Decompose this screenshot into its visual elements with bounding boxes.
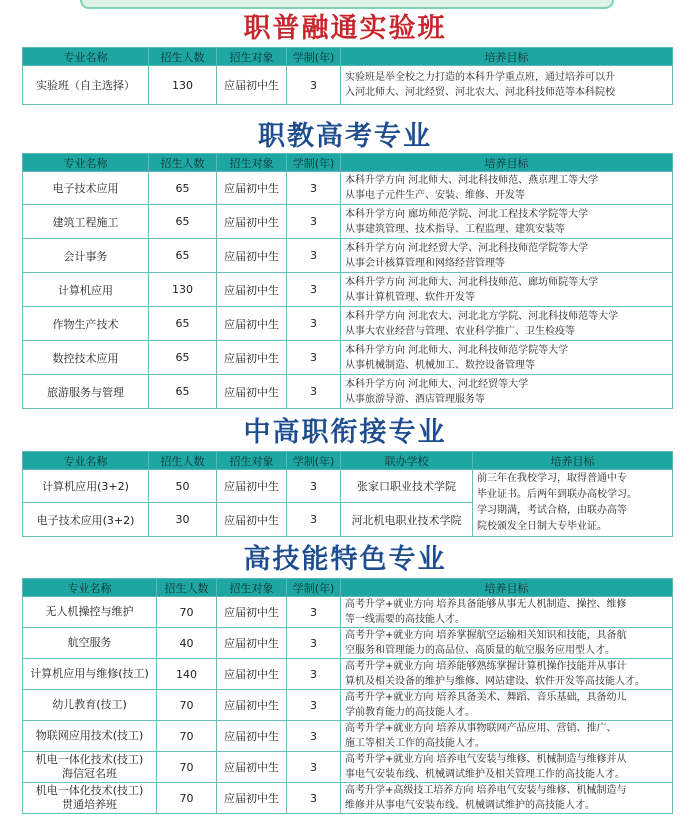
goal-line: 高考升学+高级技工培养方向 培养电气安装与维修、机械制造与 xyxy=(345,785,627,796)
major-line: 机电一体化技术(技工) xyxy=(35,753,144,766)
goal-line: 前三年在我校学习，取得普通中专 xyxy=(477,473,627,484)
goal-line: 本科升学方向 廊坊师范学院、河北工程技术学院等大学 xyxy=(345,208,589,220)
goal-line: 从事会计核算管理和网络经营管理等 xyxy=(345,257,505,269)
cell-years: 3 xyxy=(287,597,341,628)
goal-line: 本科升学方向 河北师大、河北经贸等大学 xyxy=(345,378,529,390)
table-high-skill xyxy=(22,578,673,814)
cell-years: 3 xyxy=(287,752,341,783)
table-row xyxy=(23,307,673,341)
table-row xyxy=(23,375,673,409)
header-partner: 联办学校 xyxy=(341,452,473,470)
cell-partner: 张家口职业技术学院 xyxy=(341,470,473,503)
cell-major xyxy=(23,659,157,690)
cell-goal xyxy=(341,239,673,273)
header-years: 学制(年) xyxy=(287,48,341,66)
cell-major xyxy=(23,721,157,752)
table-row xyxy=(23,783,673,814)
cell-enroll: 70 xyxy=(157,752,217,783)
cell-years: 3 xyxy=(287,341,341,375)
goal-line: 学习期满，考试合格，由联办高等 xyxy=(477,505,627,516)
cell-years: 3 xyxy=(287,375,341,409)
header-enroll: 招生人数 xyxy=(149,452,217,470)
cell-enroll: 65 xyxy=(149,172,217,205)
goal-line: 等一线需要的高技能人才。 xyxy=(345,614,465,625)
goal-line: 实验班是举全校之力打造的本科升学重点班，通过培养可以升 xyxy=(345,72,615,83)
cell-major xyxy=(23,628,157,659)
cell-target: 应届初中生 xyxy=(217,659,287,690)
cell-target: 应届初中生 xyxy=(217,690,287,721)
cell-major: 计算机应用 xyxy=(23,273,149,307)
cell-enroll: 140 xyxy=(157,659,217,690)
table-row xyxy=(23,239,673,273)
goal-line: 施工等相关工作的高技能人才。 xyxy=(345,738,485,749)
cell-target: 应届初中生 xyxy=(217,503,287,537)
cell-goal xyxy=(341,752,673,783)
cell-enroll: 130 xyxy=(149,66,217,105)
cell-goal xyxy=(341,341,673,375)
goal-line: 从事建筑管理、技术指导、工程监理、建筑安装等 xyxy=(345,223,565,235)
cell-partner: 河北机电职业技术学院 xyxy=(341,503,473,537)
cell-goal xyxy=(341,307,673,341)
goal-line: 维修并从事电气安装布线、机械调试维护的高技能人才。 xyxy=(345,800,595,811)
goal-line: 本科升学方向 河北师大、河北科技师范、廊坊师院等大学 xyxy=(345,276,599,288)
goal-line: 高考升学+就业方向 培养能够熟练掌握计算机操作技能并从事计 xyxy=(345,661,627,672)
header-years: 学制(年) xyxy=(287,579,341,597)
table-experimental xyxy=(22,47,673,105)
cell-major xyxy=(23,783,157,814)
header-target: 招生对象 xyxy=(217,48,287,66)
cell-major: 作物生产技术 xyxy=(23,307,149,341)
cell-years: 3 xyxy=(287,239,341,273)
goal-line: 毕业证书。后两年到联办高校学习。 xyxy=(477,489,637,500)
cell-enroll: 70 xyxy=(157,783,217,814)
cell-target: 应届初中生 xyxy=(217,66,287,105)
goal-line: 从事大农业经营与管理、农业科学推广、卫生检疫等 xyxy=(345,325,575,337)
section-title-joint: 中高职衔接专业 xyxy=(243,417,447,448)
cell-years: 3 xyxy=(287,690,341,721)
cell-goal xyxy=(341,375,673,409)
cell-goal xyxy=(341,690,673,721)
goal-line: 从事机械制造、机械加工、数控设备管理等 xyxy=(345,359,535,371)
cell-major: 计算机应用(3+2) xyxy=(23,470,149,503)
goal-line: 本科升学方向 河北师大、河北科技师范、燕京理工等大学 xyxy=(345,175,599,186)
cell-goal xyxy=(341,273,673,307)
goal-line: 高考升学+就业方向 培养电气安装与维修、机械制造与维修并从 xyxy=(345,754,627,765)
major-line: 无人机操控与维护 xyxy=(45,605,134,618)
cell-years: 3 xyxy=(287,783,341,814)
cell-enroll: 70 xyxy=(157,721,217,752)
cell-goal xyxy=(341,172,673,205)
header-enroll: 招生人数 xyxy=(149,154,217,172)
goal-line: 从事旅游导游、酒店管理服务等 xyxy=(345,393,485,405)
goal-line: 学前教育能力的高技能人才。 xyxy=(345,707,475,718)
cell-target: 应届初中生 xyxy=(217,341,287,375)
cell-years: 3 xyxy=(287,66,341,105)
cell-enroll: 30 xyxy=(149,503,217,537)
cell-target: 应届初中生 xyxy=(217,597,287,628)
header-target: 招生对象 xyxy=(217,154,287,172)
cell-enroll: 130 xyxy=(149,273,217,307)
cell-major: 会计事务 xyxy=(23,239,149,273)
cell-goal xyxy=(341,205,673,239)
cell-goal xyxy=(473,470,673,537)
header-goal: 培养目标 xyxy=(341,579,673,597)
cell-target: 应届初中生 xyxy=(217,628,287,659)
table-row xyxy=(23,205,673,239)
cell-major: 实验班（自主选择） xyxy=(23,66,149,105)
cell-goal xyxy=(341,721,673,752)
goal-line: 从事电子元件生产、安装、维修、开发等 xyxy=(345,190,525,201)
table-joint xyxy=(22,451,673,537)
cell-target: 应届初中生 xyxy=(217,273,287,307)
table-row xyxy=(23,690,673,721)
header-target: 招生对象 xyxy=(217,579,287,597)
cell-goal xyxy=(341,66,673,105)
goal-line: 入河北师大、河北经贸、河北农大、河北科技师范等本科院校 xyxy=(345,87,615,98)
cell-goal xyxy=(341,597,673,628)
header-years: 学制(年) xyxy=(287,154,341,172)
cell-years: 3 xyxy=(287,205,341,239)
cell-major: 电子技术应用(3+2) xyxy=(23,503,149,537)
table-row xyxy=(23,628,673,659)
cell-years: 3 xyxy=(287,307,341,341)
table-row xyxy=(23,470,673,503)
cell-enroll: 65 xyxy=(149,239,217,273)
header-enroll: 招生人数 xyxy=(149,48,217,66)
header-target: 招生对象 xyxy=(217,452,287,470)
cell-enroll: 70 xyxy=(157,597,217,628)
table-row xyxy=(23,66,673,105)
cell-target: 应届初中生 xyxy=(217,783,287,814)
cell-major: 建筑工程施工 xyxy=(23,205,149,239)
major-line: 计算机应用与维修(技工) xyxy=(30,667,149,680)
cell-years: 3 xyxy=(287,470,341,503)
header-goal: 培养目标 xyxy=(473,452,673,470)
cell-enroll: 65 xyxy=(149,205,217,239)
cell-enroll: 70 xyxy=(157,690,217,721)
goal-line: 高考升学+就业方向 培养具备美术、舞蹈、音乐基础，具备幼儿 xyxy=(345,692,627,703)
cell-enroll: 40 xyxy=(157,628,217,659)
goal-line: 算机及相关设备的维护与维修、网站建设、软件开发等高技能人才。 xyxy=(345,676,645,687)
goal-line: 高考升学+就业方向 培养从事物联网产品应用、营销、推广、 xyxy=(345,723,617,734)
major-line: 海信冠名班 xyxy=(62,767,117,780)
header-major: 专业名称 xyxy=(23,579,157,597)
major-line: 幼儿教育(技工) xyxy=(52,698,127,711)
table-row xyxy=(23,597,673,628)
cell-major xyxy=(23,690,157,721)
cell-enroll: 50 xyxy=(149,470,217,503)
cell-target: 应届初中生 xyxy=(217,239,287,273)
table-row xyxy=(23,752,673,783)
table-vocational-exam xyxy=(22,153,673,409)
cell-target: 应届初中生 xyxy=(217,307,287,341)
major-line: 贯通培养班 xyxy=(62,798,117,811)
header-enroll: 招生人数 xyxy=(157,579,217,597)
cell-major xyxy=(23,752,157,783)
cell-enroll: 65 xyxy=(149,307,217,341)
cell-target: 应届初中生 xyxy=(217,470,287,503)
cell-target: 应届初中生 xyxy=(217,375,287,409)
goal-line: 本科升学方向 河北农大、河北北方学院、河北科技师范等大学 xyxy=(345,310,619,322)
table-row xyxy=(23,172,673,205)
goal-line: 本科升学方向 河北经贸大学、河北科技师范学院等大学 xyxy=(345,242,589,254)
goal-line: 空服务和管理能力的高品位、高质量的航空服务应用型人才。 xyxy=(345,645,615,656)
section-title-experimental: 职普融通实验班 xyxy=(243,13,447,44)
header-years: 学制(年) xyxy=(287,452,341,470)
goal-line: 高考升学+就业方向 培养掌握航空运输相关知识和技能，具备航 xyxy=(345,630,627,641)
cell-goal xyxy=(341,783,673,814)
table-row xyxy=(23,341,673,375)
major-line: 物联网应用技术(技工) xyxy=(35,729,144,742)
header-major: 专业名称 xyxy=(23,48,149,66)
table-row xyxy=(23,659,673,690)
cell-target: 应届初中生 xyxy=(217,172,287,205)
table-row xyxy=(23,273,673,307)
cell-years: 3 xyxy=(287,503,341,537)
cell-major: 数控技术应用 xyxy=(23,341,149,375)
cell-years: 3 xyxy=(287,172,341,205)
goal-line: 高考升学+就业方向 培养具备能够从事无人机制造、操控、维修 xyxy=(345,599,627,610)
cell-target: 应届初中生 xyxy=(217,205,287,239)
cell-goal xyxy=(341,628,673,659)
goal-line: 本科升学方向 河北师大、河北科技师范学院等大学 xyxy=(345,344,569,356)
header-major: 专业名称 xyxy=(23,154,149,172)
table-row xyxy=(23,721,673,752)
cell-major xyxy=(23,597,157,628)
cell-major: 旅游服务与管理 xyxy=(23,375,149,409)
section-title-vocational-exam: 职教高考专业 xyxy=(258,121,432,152)
header-major: 专业名称 xyxy=(23,452,149,470)
header-goal: 培养目标 xyxy=(341,48,673,66)
cell-target: 应届初中生 xyxy=(217,721,287,752)
section-title-high-skill: 高技能特色专业 xyxy=(243,544,447,575)
cell-years: 3 xyxy=(287,273,341,307)
goal-line: 事电气安装布线、机械调试维护及相关管理工作的高技能人才。 xyxy=(345,769,625,780)
cell-major: 电子技术应用 xyxy=(23,172,149,205)
cell-target: 应届初中生 xyxy=(217,752,287,783)
major-line: 航空服务 xyxy=(67,636,112,649)
cell-years: 3 xyxy=(287,659,341,690)
header-goal: 培养目标 xyxy=(341,154,673,172)
cell-years: 3 xyxy=(287,721,341,752)
cell-enroll: 65 xyxy=(149,341,217,375)
major-line: 机电一体化技术(技工) xyxy=(35,784,144,797)
goal-line: 院校颁发全日制大专毕业证。 xyxy=(477,521,607,532)
cell-enroll: 65 xyxy=(149,375,217,409)
cell-goal xyxy=(341,659,673,690)
cell-years: 3 xyxy=(287,628,341,659)
goal-line: 从事计算机管理、软件开发等 xyxy=(345,291,475,303)
